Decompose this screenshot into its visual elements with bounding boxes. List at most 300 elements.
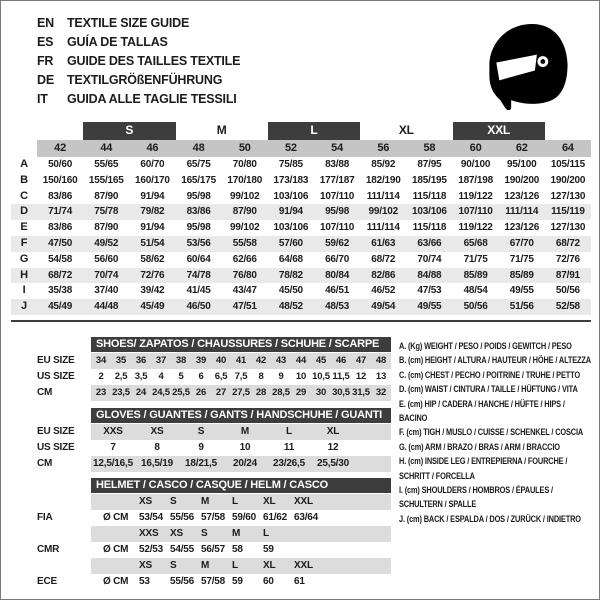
cell-value: 91/94: [140, 190, 165, 202]
cell-value: 57/58: [201, 512, 226, 523]
language-row: [37, 90, 240, 109]
cell-value: 61/63: [371, 237, 396, 249]
cell-value: 70/74: [417, 253, 442, 265]
cell-value: 103/106: [273, 190, 309, 202]
cell-value: 91/94: [278, 206, 303, 218]
cell-value: 74/78: [186, 269, 211, 281]
cell-value: Ø CM: [103, 512, 129, 523]
measurement-legend: [399, 340, 594, 527]
cell-value: XS: [139, 560, 152, 571]
cell-value: 45/50: [278, 285, 303, 297]
measurement-rows: [11, 157, 591, 315]
helmet-icon: [475, 19, 579, 113]
cell-value: 49/55: [509, 285, 534, 297]
table-row: [11, 574, 391, 590]
table-row: [11, 456, 391, 472]
cell-value: 61/62: [263, 512, 288, 523]
cell-value: XS: [150, 426, 164, 437]
cell-value: 103/106: [273, 222, 309, 234]
shoes-size-table: [11, 337, 391, 401]
language-code: FR: [37, 54, 54, 68]
cell-value: 28: [255, 387, 267, 398]
cell-value: 16,5/19: [141, 458, 173, 469]
cell-value: 71/75: [509, 253, 534, 265]
helmet-table-rows: [11, 494, 391, 590]
cell-value: 85/92: [371, 159, 396, 170]
row-cells: [37, 189, 591, 205]
language-title: GUIDA ALLE TAGLIE TESSILI: [67, 92, 237, 106]
cell-value: 115/118: [412, 190, 447, 202]
cell-value: XXS: [103, 426, 123, 437]
cell-value: 58/62: [140, 253, 165, 265]
cell-value: 7,5: [234, 371, 248, 382]
row-cells: [91, 456, 391, 472]
row-letter-label: B: [20, 173, 28, 186]
cell-value: S: [197, 426, 205, 437]
table-row: [11, 369, 391, 385]
table-row: [11, 440, 391, 456]
cell-value: 44: [295, 355, 307, 366]
cell-value: 38: [175, 355, 187, 366]
cell-value: 160/170: [135, 174, 170, 186]
row-label: CM: [37, 387, 53, 398]
size-column-header: 52: [284, 142, 297, 154]
cell-value: 43/47: [232, 285, 257, 297]
cell-value: [91, 494, 139, 510]
cell-value: 31,5: [352, 387, 370, 398]
row-label: US SIZE: [37, 371, 75, 382]
cell-value: 6,5: [214, 371, 228, 382]
cell-value: 190/200: [550, 174, 586, 186]
cell-value: 115/118: [412, 222, 447, 234]
row-cells: [91, 440, 391, 456]
helmet-icon-svg: [475, 19, 579, 113]
cell-value: 10: [239, 442, 251, 453]
cell-value: 111/114: [366, 190, 400, 202]
row-cells: [37, 220, 591, 236]
cell-value: 57/60: [278, 237, 303, 249]
cell-value: 87/91: [555, 269, 580, 281]
cell-value: 71/75: [463, 253, 488, 265]
cell-value: 30: [315, 387, 327, 398]
cell-value: 46/51: [325, 285, 350, 297]
measurement-row: [11, 189, 591, 205]
cell-value: 111/114: [505, 206, 539, 218]
measurement-row: [11, 173, 591, 189]
cell-value: 60/70: [140, 159, 165, 170]
cell-value: 51/54: [140, 237, 165, 249]
cell-value: 40: [215, 355, 227, 366]
cell-value: 95/98: [186, 222, 211, 234]
cell-value: 53: [139, 576, 150, 587]
size-column-header: 42: [54, 142, 66, 154]
cell-value: 39: [195, 355, 207, 366]
cell-value: 49/52: [94, 237, 119, 249]
cell-value: 85/89: [463, 269, 488, 281]
row-label: CMR: [37, 544, 60, 555]
cell-value: 52/58: [555, 301, 580, 313]
cell-value: 150/160: [42, 174, 78, 186]
cell-value: 80/84: [325, 269, 350, 281]
cell-value: 83/88: [325, 159, 350, 170]
cell-value: 71/74: [48, 206, 73, 218]
cell-value: 72/76: [555, 253, 580, 265]
helmet-size-table: [11, 478, 391, 590]
language-code: DE: [37, 73, 54, 87]
cell-value: 45/49: [48, 301, 73, 313]
cell-value: XXS: [139, 528, 159, 539]
cell-value: 119/122: [458, 222, 493, 234]
row-cells: [91, 558, 391, 574]
table-row: [11, 353, 391, 369]
cell-value: 68/72: [48, 269, 73, 281]
size-number-header-row: [11, 140, 591, 157]
cell-value: 3,5: [134, 371, 148, 382]
cell-value: 75/85: [278, 159, 303, 170]
cell-value: 24,5: [152, 387, 170, 398]
row-label: ECE: [37, 576, 57, 587]
cell-value: 50/56: [463, 301, 488, 313]
cell-value: 67/70: [509, 237, 534, 249]
cell-value: XXL: [294, 560, 313, 571]
size-column-header: 58: [423, 142, 436, 154]
cell-value: 24: [135, 387, 147, 398]
cell-value: 83/86: [48, 222, 73, 234]
cell-value: 75/78: [94, 206, 119, 218]
measurement-row: [11, 220, 591, 236]
cell-value: M: [240, 426, 250, 437]
cell-value: 99/102: [368, 206, 398, 218]
cell-value: 45: [315, 355, 327, 366]
size-column-header: 56: [377, 142, 390, 154]
language-row: [37, 52, 240, 71]
language-row: [37, 33, 240, 52]
row-letter-label: J: [21, 300, 27, 313]
row-cells: [37, 299, 591, 315]
cell-value: 13: [375, 371, 387, 382]
cell-value: 27: [215, 387, 227, 398]
cell-value: 2: [98, 371, 104, 382]
language-title: GUIDE DES TAILLES TEXTILE: [67, 54, 241, 68]
cell-value: M: [201, 496, 210, 507]
cell-value: 155/165: [88, 174, 124, 186]
cell-value: 2,5: [114, 371, 128, 382]
cell-value: 99/102: [230, 222, 260, 234]
cell-value: 50/56: [555, 285, 580, 297]
measurement-row: [11, 252, 591, 268]
table-row: [11, 542, 391, 558]
cell-value: 8: [154, 442, 160, 453]
cell-value: 48/52: [278, 301, 303, 313]
language-row: [37, 71, 240, 90]
cell-value: XS: [170, 528, 183, 539]
row-cells: [91, 424, 391, 440]
cell-value: 12,5/16,5: [93, 458, 133, 469]
cell-value: 56/60: [94, 253, 119, 265]
cell-value: 26: [195, 387, 207, 398]
cell-value: 78/82: [278, 269, 303, 281]
cell-value: [294, 526, 325, 542]
cell-value: 63/66: [417, 237, 442, 249]
row-cells: [37, 236, 591, 252]
row-letter-label: I: [22, 284, 26, 297]
cell-value: 87/90: [232, 206, 257, 218]
row-cells: [91, 510, 391, 526]
cell-value: 62/66: [232, 253, 257, 265]
cell-value: 107/110: [319, 190, 355, 202]
row-letter-label: A: [20, 158, 28, 170]
cell-value: 34: [95, 355, 107, 366]
cell-value: 48/53: [325, 301, 350, 313]
cell-value: 111/114: [366, 222, 400, 234]
gloves-table-title: GLOVES / GUANTES / GANTS / HANDSCHUHE / GUANTI: [91, 408, 391, 423]
cell-value: 54/55: [170, 544, 195, 555]
size-group-label: XL: [398, 123, 414, 137]
cell-value: 83/86: [48, 190, 73, 202]
row-label: EU SIZE: [37, 355, 75, 366]
cell-value: 119/122: [458, 190, 493, 202]
legend-item: J. (cm) BACK / ESPALDA / DOS / ZURÜCK / INDIETRO: [399, 513, 581, 525]
cell-value: 23,5: [112, 387, 130, 398]
cell-value: 36: [135, 355, 147, 366]
cell-value: 65/75: [186, 159, 211, 170]
cell-value: 59/60: [232, 512, 257, 523]
cell-value: XS: [139, 496, 152, 507]
row-cells: [37, 252, 591, 268]
cell-value: 12: [327, 442, 339, 453]
cell-value: 10,5: [312, 371, 330, 382]
cell-value: 32: [375, 387, 387, 398]
cell-value: 55/65: [94, 159, 119, 170]
cell-value: 35/38: [48, 285, 73, 297]
size-group-label: L: [268, 122, 360, 140]
cell-value: [91, 558, 139, 574]
cell-value: 12: [355, 371, 367, 382]
cell-value: [294, 542, 325, 558]
legend-item: B. (cm) HEIGHT / ALTURA / HAUTEUR / HÖHE / ALTEZZA: [399, 355, 591, 367]
cell-value: 91/94: [140, 222, 165, 234]
cell-value: 123/126: [504, 190, 540, 202]
legend-item: F. (cm) TIGH / MUSLO / CUISSE / SCHENKEL / COSCIA: [399, 427, 584, 439]
size-group-cells: [37, 122, 591, 140]
size-group-header-row: [11, 122, 591, 140]
cell-value: 42: [255, 355, 267, 366]
row-cells: [37, 283, 591, 299]
row-label: [11, 494, 91, 510]
cell-value: 46/52: [371, 285, 396, 297]
cell-value: 99/102: [230, 190, 260, 202]
cell-value: 170/180: [227, 174, 263, 186]
cell-value: 66/70: [325, 253, 350, 265]
cell-value: 103/106: [412, 206, 447, 218]
cell-value: 44/48: [94, 301, 119, 313]
language-title-list: [37, 14, 240, 109]
legend-item: G. (cm) ARM / BRAZO / BRAS / ARM / BRACCIO: [399, 441, 560, 453]
cell-value: 63/64: [294, 512, 319, 523]
cell-value: 37/40: [94, 285, 119, 297]
size-column-header: 46: [146, 142, 159, 154]
cell-value: 72/76: [140, 269, 165, 281]
cell-value: XL: [326, 426, 340, 437]
cell-value: 82/86: [371, 269, 396, 281]
gloves-size-table: [11, 408, 391, 472]
row-letter-label: D: [20, 205, 28, 218]
cell-value: 57/58: [201, 576, 226, 587]
empty-corner-cell: [11, 122, 37, 140]
measurement-row: [11, 236, 591, 252]
cell-value: 87/90: [94, 222, 119, 234]
cell-value: 187/198: [458, 174, 493, 186]
row-label: CM: [37, 458, 53, 469]
cell-value: Ø CM: [103, 576, 129, 587]
cell-value: 47: [355, 355, 367, 366]
cell-value: M: [232, 528, 241, 539]
language-code: EN: [37, 16, 54, 30]
cell-value: 51/56: [509, 301, 534, 313]
cell-value: 84/88: [417, 269, 442, 281]
table-row: [11, 494, 391, 510]
cell-value: 58: [232, 544, 243, 555]
cell-value: 173/183: [273, 174, 309, 186]
row-cells: [91, 526, 391, 542]
cell-value: 59/62: [325, 237, 350, 249]
cell-value: 47/50: [48, 237, 73, 249]
cell-value: 4: [158, 371, 164, 382]
cell-value: 9: [198, 442, 204, 453]
row-label: US SIZE: [37, 442, 75, 453]
row-cells: [37, 173, 591, 189]
gloves-table-rows: [11, 424, 391, 472]
row-cells: [91, 574, 391, 590]
language-code: ES: [37, 35, 54, 49]
cell-value: Ø CM: [103, 544, 129, 555]
row-cells: [91, 385, 391, 401]
size-group-label: S: [83, 122, 175, 140]
cell-value: L: [232, 496, 238, 507]
cell-value: S: [170, 560, 177, 571]
cell-value: 64/68: [278, 253, 303, 265]
cell-value: 76/80: [232, 269, 257, 281]
cell-value: 5: [178, 371, 184, 382]
cell-value: 83/86: [186, 206, 211, 218]
size-column-header: 60: [469, 142, 482, 154]
cell-value: S: [201, 528, 208, 539]
cell-value: 55/56: [170, 576, 195, 587]
cell-value: 59: [232, 576, 243, 587]
row-cells: [91, 542, 391, 558]
row-letter-label: F: [20, 236, 28, 249]
table-row: [11, 424, 391, 440]
row-label: EU SIZE: [37, 426, 75, 437]
cell-value: 25,5: [172, 387, 190, 398]
cell-value: 127/130: [550, 190, 586, 202]
cell-value: 55/56: [170, 512, 195, 523]
row-cells: [91, 369, 391, 385]
cell-value: 60: [263, 576, 274, 587]
table-row: [11, 385, 391, 401]
cell-value: 35: [115, 355, 127, 366]
row-cells: [91, 353, 391, 369]
measurement-row: [11, 157, 591, 173]
cell-value: 53/54: [139, 512, 164, 523]
cell-value: 23: [95, 387, 107, 398]
cell-value: 165/175: [181, 174, 216, 186]
cell-value: 70/74: [94, 269, 119, 281]
table-row: [11, 526, 391, 542]
language-row: [37, 14, 240, 33]
cell-value: 56/57: [201, 544, 226, 555]
size-group-label: M: [216, 123, 227, 137]
cell-value: 49/54: [371, 301, 396, 313]
size-column-header: 48: [192, 142, 205, 154]
size-column-header: 62: [515, 142, 528, 154]
cell-value: 37: [155, 355, 167, 366]
cell-value: 54/58: [48, 253, 73, 265]
cell-value: 68/72: [555, 237, 580, 249]
cell-value: [91, 526, 139, 542]
language-title: GUÍA DE TALLAS: [67, 35, 168, 49]
cell-value: 85/89: [509, 269, 534, 281]
cell-value: 23/26,5: [273, 458, 305, 469]
cell-value: 41/45: [186, 285, 211, 297]
legend-item: A. (Kg) WEIGHT / PESO / POIDS / GEWITCH / PESO: [399, 341, 572, 352]
cell-value: 11,5: [332, 371, 350, 382]
cell-value: 60/64: [186, 253, 211, 265]
row-cells: [37, 268, 591, 284]
cell-value: 95/98: [186, 190, 211, 202]
size-column-header: 50: [238, 142, 251, 154]
cell-value: 20/24: [232, 458, 258, 469]
cell-value: 6: [198, 371, 204, 382]
cell-value: 65/68: [463, 237, 488, 249]
cell-value: 29: [295, 387, 307, 398]
cell-value: 27,5: [232, 387, 250, 398]
cell-value: L: [263, 528, 269, 539]
cell-value: 87/95: [417, 159, 442, 170]
legend-item: E. (cm) HIP / CADERA / HANCHE / HÜFTE / HIPS / BACINO: [399, 398, 565, 425]
cell-value: 68/72: [371, 253, 396, 265]
cell-value: 87/90: [94, 190, 119, 202]
cell-value: 28,5: [272, 387, 290, 398]
language-code: IT: [37, 92, 48, 106]
language-title: TEXTILE SIZE GUIDE: [67, 16, 190, 30]
cell-value: 127/130: [550, 222, 586, 234]
cell-value: 182/190: [365, 174, 401, 186]
row-letter-label: E: [20, 221, 28, 234]
legend-item: D. (cm) WAIST / CINTURA / TAILLE / HÜFTUNG / VITA: [399, 384, 578, 396]
cell-value: 30,5: [332, 387, 350, 398]
size-group-label: XXL: [453, 122, 545, 140]
cell-value: 115/119: [551, 206, 585, 218]
table-row: [11, 510, 391, 526]
cell-value: 185/195: [412, 174, 447, 186]
cell-value: 177/187: [319, 174, 355, 186]
cell-value: 11: [283, 442, 295, 453]
row-letter-label: C: [20, 189, 28, 202]
cell-value: 52/53: [139, 544, 164, 555]
cell-value: 48/54: [463, 285, 488, 297]
cell-value: 190/200: [504, 174, 540, 186]
cell-value: 46/50: [186, 301, 211, 313]
cell-value: 50/60: [48, 159, 73, 170]
row-cells: [37, 157, 591, 173]
size-number-cells: [37, 140, 591, 157]
cell-value: XL: [263, 496, 276, 507]
row-cells: [91, 494, 391, 510]
cell-value: 53/56: [186, 237, 211, 249]
cell-value: 95/100: [507, 159, 537, 170]
cell-value: 59: [263, 544, 274, 555]
